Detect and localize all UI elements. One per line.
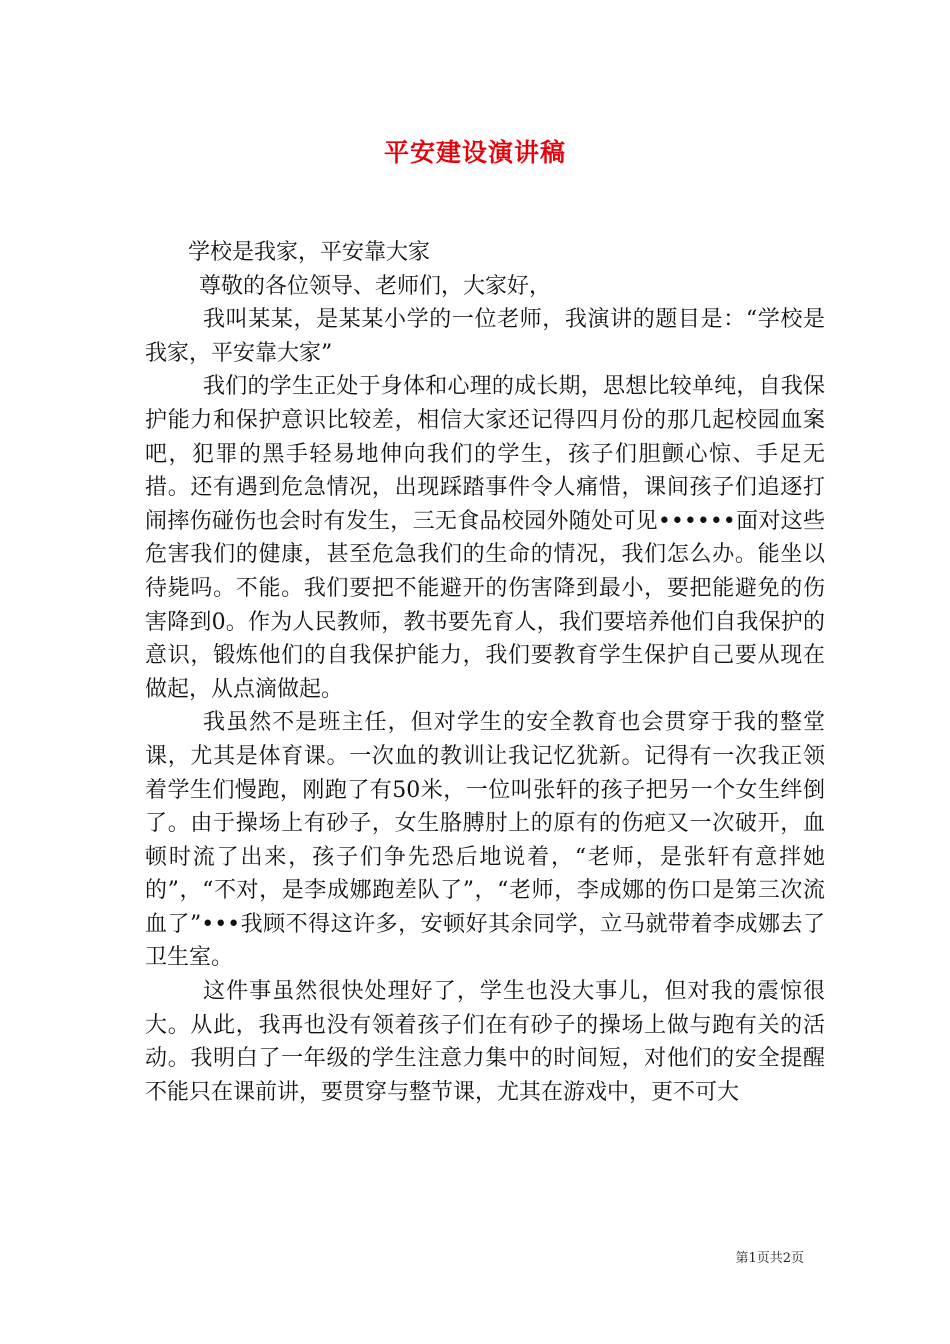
document-body (145, 236, 825, 1109)
salutation: 尊敬的各位领导、老师们，大家好， (199, 273, 552, 299)
speech-subtitle: 学校是我家，平安靠大家 (188, 240, 431, 265)
paragraph-intro: 我叫某某，是某某小学的一位老师，我演讲的题目是：“学校是我家，平安靠大家” (145, 307, 825, 366)
paragraph-pe-incident: 我虽然不是班主任，但对学生的安全教育也会贯穿于我的整堂课，尤其是体育课。一次血的教训让我记忆犹新。记得有一次我正领着学生们慢跑，刚跑了有50米，一位叫张轩的孩子把另一个女生绊倒了。由于操场上有砂子，女生胳膊肘上的原有的伤疤又一次破开，血顿时流了出来，孩子们争先恐后地说着，“老师，是张轩有意拌她的”，“不对，是李成娜跑差队了”，“老师，李成娜的伤口是第三次流血了”•••我顾不得这许多，安顿好其余同学，立马就带着李成娜去了卫生室。 (145, 710, 825, 971)
paragraph-safety-awareness: 我们的学生正处于身体和心理的成长期，思想比较单纯，自我保护能力和保护意识比较差，相信大家还记得四月份的那几起校园血案吧，犯罪的黑手轻易地伸向我们的学生，孩子们胆颤心惊、手足无措。还有遇到危急情况，出现踩踏事件令人痛惜，课间孩子们追逐打闹摔伤碰伤也会时有发生，三无食品校园外随处可见••••••面对这些危害我们的健康，甚至危急我们的生命的情况，我们怎么办。能坐以待毙吗。不能。我们要把不能避开的伤害降到最小，要把能避免的伤害降到0。作为人民教师，教书要先育人，我们要培养他们自我保护的意识，锻炼他们的自我保护能力，我们要教育学生保护自己要从现在做起，从点滴做起。 (145, 374, 825, 702)
page-title: 平安建设演讲稿 (383, 138, 566, 167)
page-number: 第1页共2页 (735, 1251, 804, 1266)
paragraph-reflection: 这件事虽然很快处理好了，学生也没大事儿，但对我的震惊很大。从此，我再也没有领着孩子们在有砂子的操场上做与跑有关的活动。我明白了一年级的学生注意力集中的时间短，对他们的安全提醒不能只在课前讲，要贯穿与整节课，尤其在游戏中，更不可大 (145, 979, 825, 1105)
